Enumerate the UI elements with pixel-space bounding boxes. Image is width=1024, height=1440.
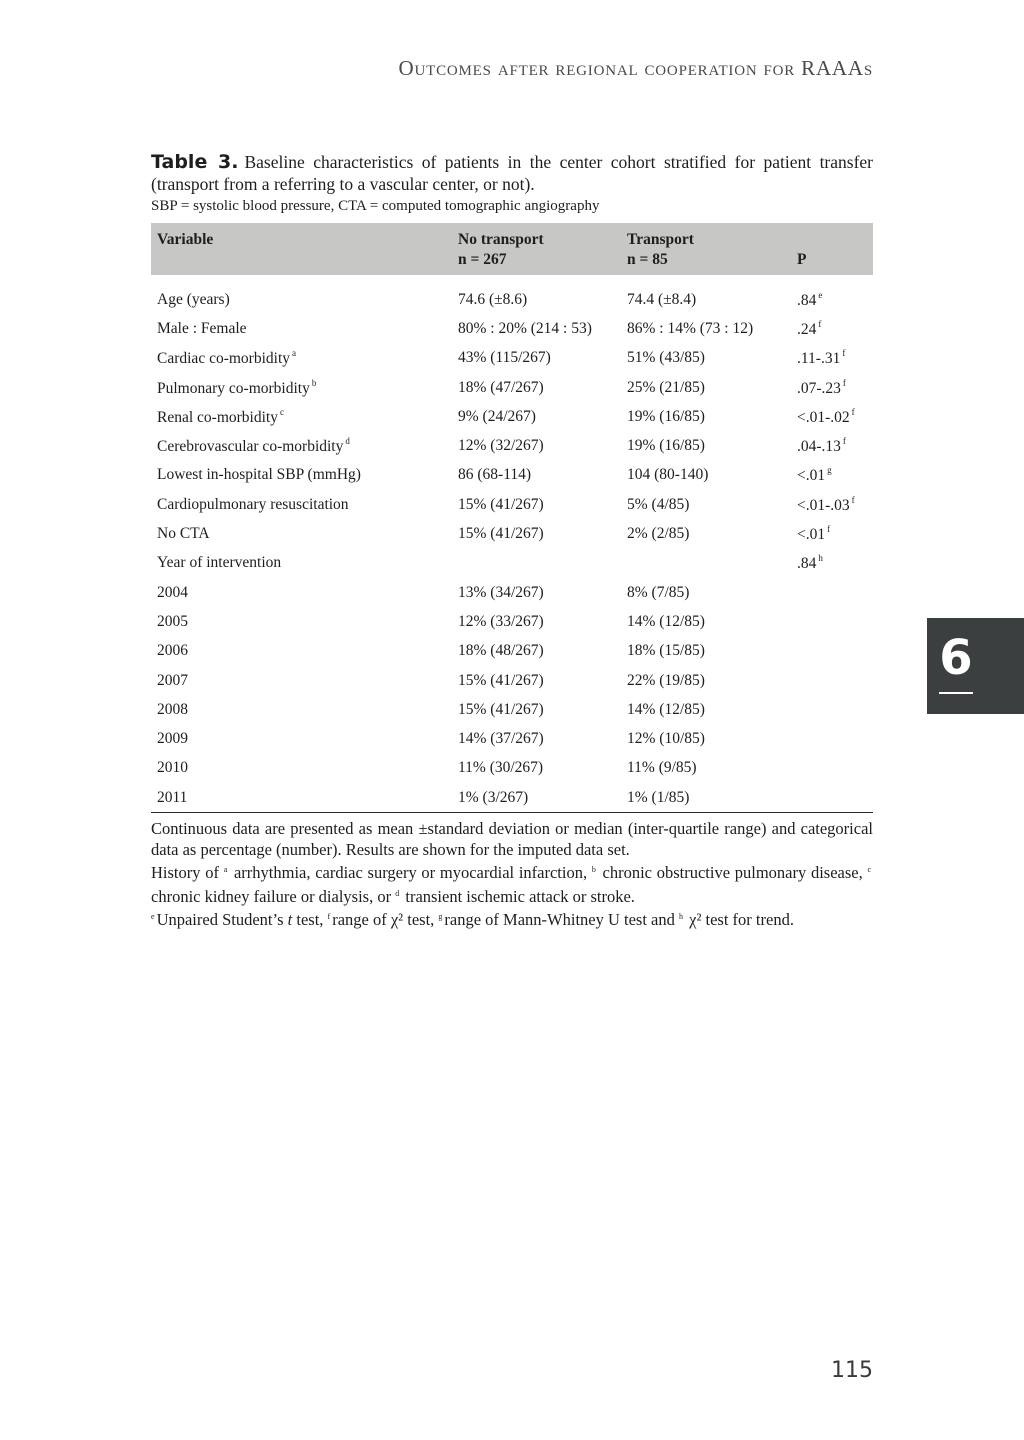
table-row [151, 666, 873, 695]
footnote-marker: f [818, 318, 822, 329]
footnote-marker: f [851, 494, 855, 505]
footnote-marker: f [842, 436, 846, 447]
cell-p-value: .11-.31 $^f$ [797, 348, 846, 368]
table-row [151, 461, 873, 490]
table-body [151, 275, 873, 813]
cell-p-value: .04-.13 $^f$ [797, 436, 846, 456]
cell-no-transport: 15% (41/267) [458, 495, 544, 513]
cell-no-transport: 86 (68-114) [458, 466, 532, 484]
table-label: Table 3. [151, 151, 239, 173]
cell-variable: Cerebrovascular co-morbidity $^d$ [157, 436, 350, 456]
cell-variable: Year of intervention [157, 554, 282, 572]
table-row [151, 373, 873, 402]
footnote-history: History of $^a$ arrhythmia, cardiac surgery or myocardial infarction, $^b$ chronic obstructive pulmonary disease, $^c$ chronic kidney failure or dialysis, or $^d$ transient ischemic attack or stroke. [151, 863, 871, 906]
header-p: P [797, 251, 807, 268]
cell-transport: 104 (80-140) [627, 466, 709, 484]
cell-transport: 19% (16/85) [627, 407, 705, 425]
cell-p-value: .84 $^h$ [797, 553, 823, 573]
cell-transport: 86% : 14% (73 : 12) [627, 319, 754, 337]
table-abbreviations: SBP = systolic blood pressure, CTA = computed tomographic angiography [151, 198, 600, 214]
cell-p-value [791, 607, 873, 636]
cell-variable: 2006 [157, 642, 188, 660]
cell-variable: 2008 [157, 700, 188, 718]
footnote-marker: f [851, 406, 855, 417]
table-section [151, 151, 873, 931]
cell-transport: 25% (21/85) [627, 378, 705, 396]
cell-variable: Cardiac co-morbidity $^a$ [157, 348, 296, 368]
table-row [151, 754, 873, 783]
cell-transport: 1% (1/85) [621, 783, 791, 813]
table-row [151, 490, 873, 519]
cell-p-value [791, 637, 873, 666]
footnote-marker: c [279, 406, 284, 417]
cell-variable: 2009 [157, 730, 188, 748]
cell-p-value [791, 724, 873, 753]
header-transport-n: n = 85 [627, 251, 668, 268]
table-caption-text: Baseline characteristics of patients in the center cohort stratified for patient transfer (transport from a referring to a vascular center, or not). [151, 152, 874, 194]
cell-transport: 74.4 (±8.4) [627, 290, 697, 308]
cell-transport: 2% (2/85) [627, 525, 690, 543]
table-row [151, 637, 873, 666]
cell-transport: 22% (19/85) [627, 671, 705, 689]
cell-p-value: <.01 $^f$ [797, 524, 831, 544]
cell-variable: 2005 [157, 612, 188, 630]
footnote-marker: h [818, 553, 823, 564]
table-row [151, 607, 873, 636]
cell-transport: 18% (15/85) [627, 642, 705, 660]
cell-no-transport: 14% (37/267) [458, 730, 544, 748]
cell-no-transport: 1% (3/267) [452, 783, 621, 813]
cell-no-transport: 13% (34/267) [458, 583, 544, 601]
header-no-transport-n: n = 267 [458, 251, 507, 268]
cell-transport [621, 549, 791, 578]
cell-variable: No CTA [157, 525, 210, 543]
cell-p-value [791, 578, 873, 607]
cell-transport: 8% (7/85) [627, 583, 690, 601]
cell-transport: 5% (4/85) [627, 495, 690, 513]
cell-no-transport: 18% (48/267) [458, 642, 544, 660]
header-transport: Transport n = 85 [627, 231, 694, 268]
table-row [151, 578, 873, 607]
table-caption [151, 151, 873, 195]
page-number: 115 [831, 1358, 873, 1383]
cell-no-transport: 11% (30/267) [458, 759, 544, 777]
chapter-number: 6 [939, 630, 973, 686]
cell-variable: Renal co-morbidity $^c$ [157, 406, 284, 426]
cell-variable: 2010 [157, 759, 188, 777]
table-row [151, 695, 873, 724]
cell-p-value [791, 695, 873, 724]
cell-transport: 14% (12/85) [627, 700, 705, 718]
footnote-marker: f [842, 377, 846, 388]
cell-no-transport: 80% : 20% (214 : 53) [458, 319, 592, 337]
cell-no-transport: 43% (115/267) [458, 349, 551, 367]
cell-variable: Cardiopulmonary resuscitation [157, 495, 349, 513]
baseline-table [151, 223, 873, 813]
footnote-marker: d [345, 436, 350, 447]
cell-p-value [791, 783, 873, 813]
cell-p-value: <.01 $^g$ [797, 465, 832, 485]
cell-no-transport: 74.6 (±8.6) [458, 290, 528, 308]
table-footnotes [151, 819, 873, 931]
table-row [151, 314, 873, 343]
cell-no-transport: 9% (24/267) [458, 407, 536, 425]
table-row [151, 431, 873, 460]
cell-p-value: <.01-.02 $^f$ [797, 406, 855, 426]
cell-variable: Pulmonary co-morbidity $^b$ [157, 377, 317, 397]
cell-p-value [791, 754, 873, 783]
table-row [151, 549, 873, 578]
table-row [151, 724, 873, 753]
cell-p-value: .07-.23 $^f$ [797, 377, 846, 397]
table-row [151, 402, 873, 431]
cell-no-transport: 15% (41/267) [458, 671, 544, 689]
chapter-underline [939, 692, 973, 694]
cell-variable: Age (years) [157, 290, 230, 308]
table-header-row [151, 223, 873, 275]
cell-transport: 12% (10/85) [627, 730, 705, 748]
cell-no-transport [452, 549, 621, 578]
footnote-marker: f [827, 524, 831, 535]
table-row [151, 519, 873, 548]
cell-variable: 2011 [151, 783, 452, 813]
cell-no-transport: 15% (41/267) [458, 525, 544, 543]
chapter-tab [927, 618, 1024, 714]
footnote-marker: b [311, 377, 317, 388]
cell-p-value: <.01-.03 $^f$ [797, 494, 855, 514]
footnote-marker: a [292, 348, 296, 359]
cell-p-value: .24 $^f$ [797, 318, 822, 338]
cell-variable: 2004 [157, 583, 188, 601]
cell-transport: 14% (12/85) [627, 612, 705, 630]
cell-p-value [791, 666, 873, 695]
header-no-transport: No transport n = 267 [458, 231, 544, 268]
footnote-marker: e [818, 289, 823, 300]
cell-transport: 51% (43/85) [627, 349, 705, 367]
cell-no-transport: 18% (47/267) [458, 378, 544, 396]
cell-variable: Lowest in-hospital SBP (mmHg) [157, 466, 361, 484]
cell-no-transport: 12% (32/267) [458, 437, 544, 455]
cell-transport: 11% (9/85) [627, 759, 697, 777]
table-row [151, 783, 873, 813]
cell-no-transport: 12% (33/267) [458, 612, 544, 630]
footnote-data-note: Continuous data are presented as mean ±standard deviation or median (inter-quartile range) and categorical data as percentage (number). Results are shown for the imputed data set. [151, 819, 873, 859]
running-head: Outcomes after regional cooperation for RAAAs [398, 56, 873, 80]
cell-transport: 19% (16/85) [627, 437, 705, 455]
table-row [151, 275, 873, 314]
cell-variable: Male : Female [157, 319, 247, 337]
cell-no-transport: 15% (41/267) [458, 700, 544, 718]
footnote-tests: $^e$ Unpaired Student’s t test, $^f$ range of χ² test, $^g$ range of Mann-Whitney U test and $^h$ χ² test for trend. [151, 910, 794, 930]
cell-p-value: .84 $^e$ [797, 289, 823, 309]
header-variable: Variable [157, 231, 214, 248]
cell-variable: 2007 [157, 671, 188, 689]
footnote-marker: g [827, 465, 832, 476]
table-row [151, 344, 873, 373]
footnote-marker: f [842, 348, 846, 359]
